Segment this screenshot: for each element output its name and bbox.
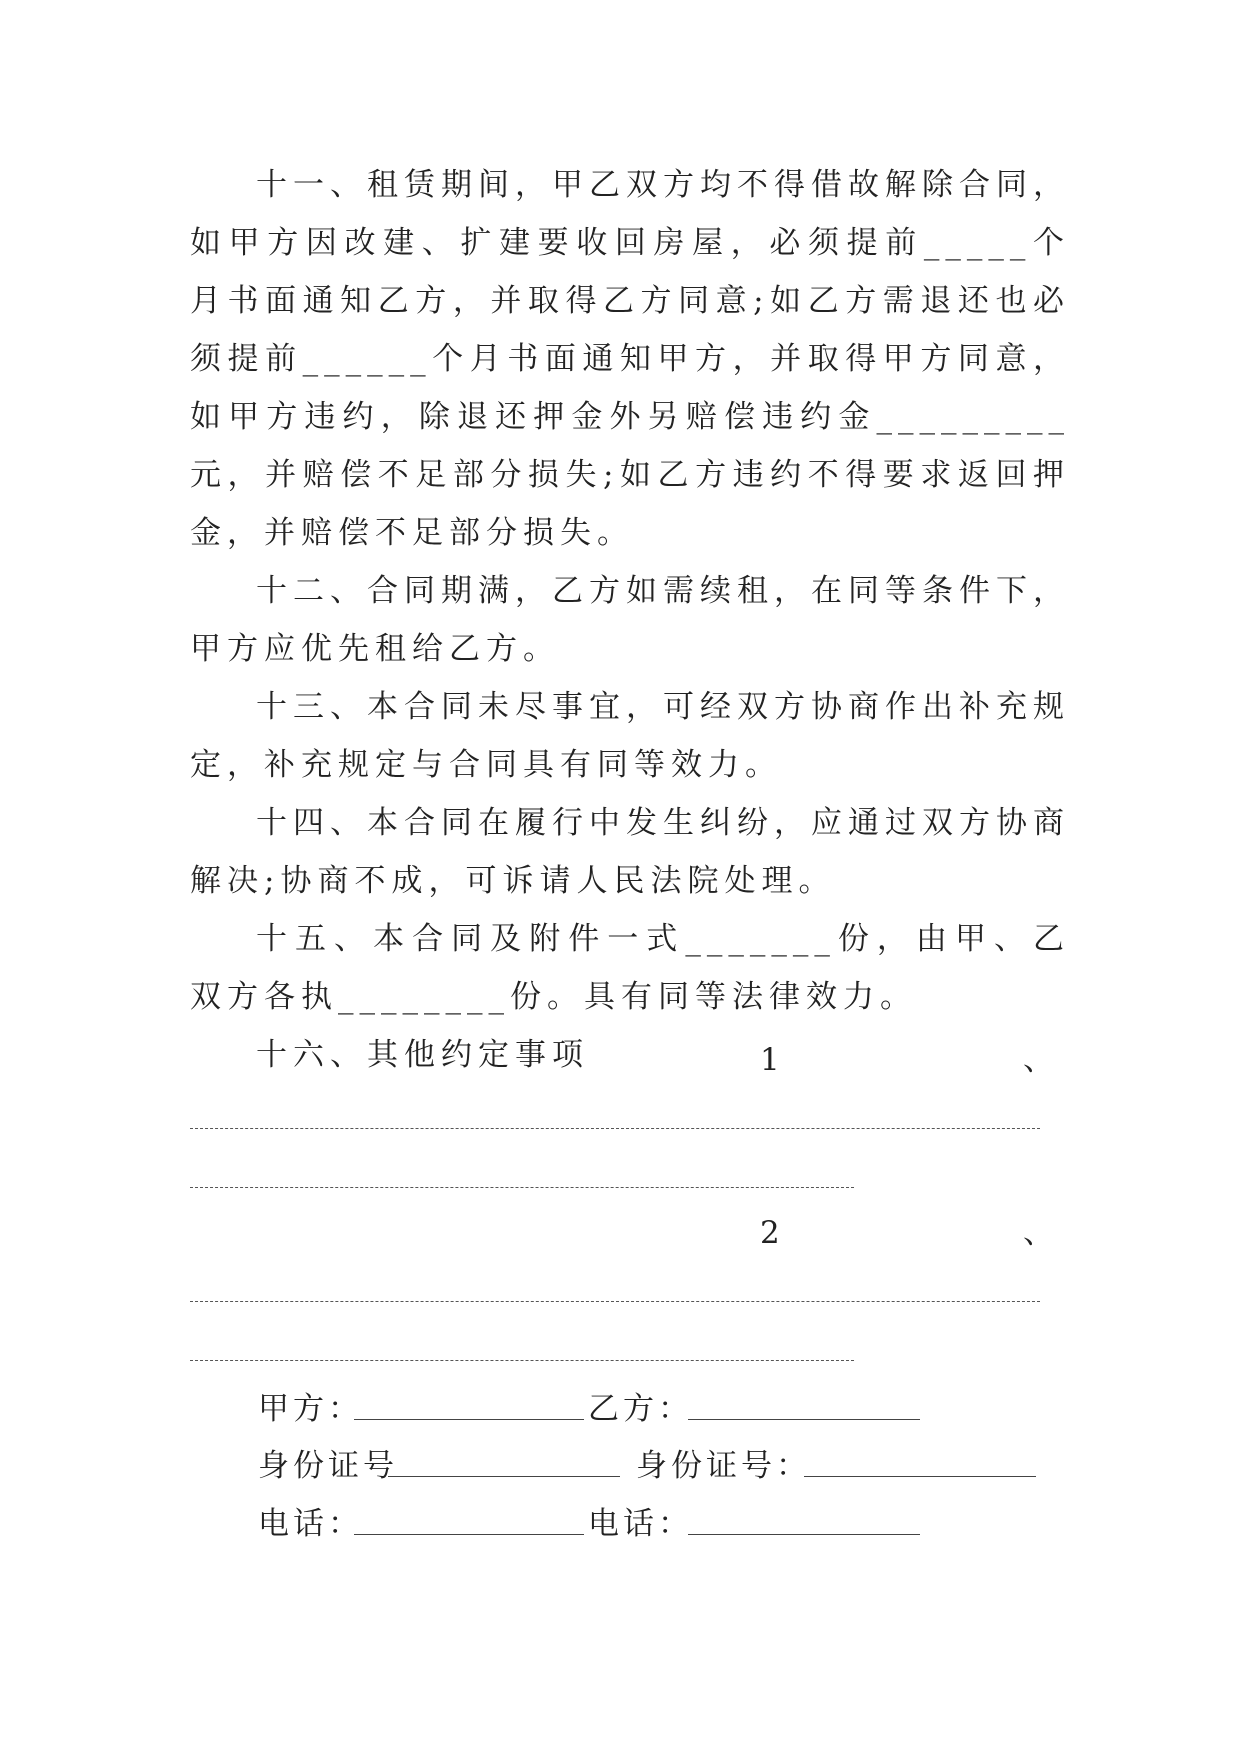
item-mark: 、 bbox=[1023, 1042, 1054, 1078]
clause-15: 十五、本合同及附件一式_______份，由甲、乙双方各执________份。具有同等法律效力。 bbox=[190, 921, 1070, 1015]
blank-line bbox=[190, 1360, 854, 1361]
item-mark: 、 bbox=[1023, 1215, 1054, 1251]
phone-b-blank bbox=[688, 1534, 920, 1535]
phone-b-label: 电话： bbox=[588, 1506, 693, 1542]
contract-body bbox=[190, 156, 1070, 1084]
item-number: 2 bbox=[760, 1215, 780, 1251]
blank-line bbox=[190, 1301, 1040, 1302]
clause-14: 十四、本合同在履行中发生纠纷，应通过双方协商解决;协商不成，可诉请人民法院处理。 bbox=[190, 805, 1070, 899]
clause-16: 十六、其他约定事项 bbox=[256, 1037, 589, 1073]
id-a-label: 身份证号 bbox=[258, 1448, 398, 1484]
blank-line bbox=[190, 1128, 1040, 1129]
clause-12: 十二、合同期满，乙方如需续租，在同等条件下，甲方应优先租给乙方。 bbox=[190, 573, 1070, 667]
party-b-blank bbox=[688, 1419, 920, 1420]
blank-line bbox=[190, 1187, 854, 1188]
clause-13: 十三、本合同未尽事宜，可经双方协商作出补充规定，补充规定与合同具有同等效力。 bbox=[190, 689, 1070, 783]
id-b-label: 身份证号： bbox=[636, 1448, 811, 1484]
phone-a-label: 电话： bbox=[258, 1506, 363, 1542]
clause-11: 十一、租赁期间，甲乙双方均不得借故解除合同，如甲方因改建、扩建要收回房屋，必须提前_____个月书面通知乙方，并取得乙方同意;如乙方需退还也必须提前______个月书面通知甲方，并取得甲方同意，如甲方违约，除退还押金外另赔偿违约金_________元，并赔偿不足部分损失;如乙方违约不得要求返回押金，并赔偿不足部分损失。 bbox=[190, 167, 1070, 551]
id-b-blank bbox=[804, 1476, 1036, 1477]
party-a-blank bbox=[354, 1419, 584, 1420]
item-number: 1 bbox=[760, 1042, 780, 1078]
phone-a-blank bbox=[354, 1534, 584, 1535]
party-a-label: 甲方： bbox=[258, 1391, 363, 1427]
party-b-label: 乙方： bbox=[588, 1391, 693, 1427]
id-a-blank bbox=[388, 1476, 620, 1477]
